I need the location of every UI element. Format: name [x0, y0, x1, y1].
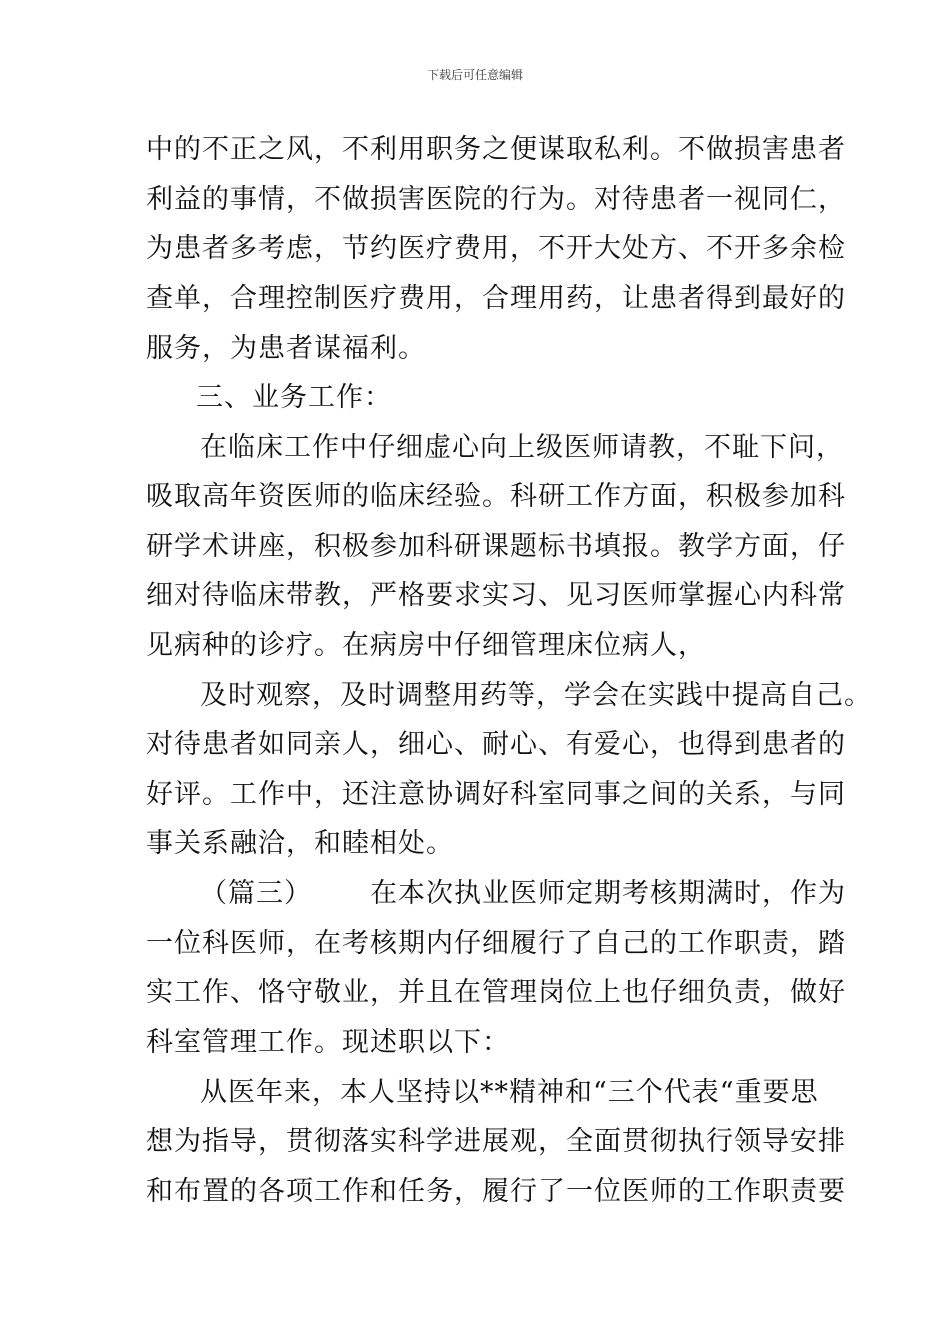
section-heading: 三、业务工作：: [196, 382, 392, 413]
text-line: 对待患者如同亲人，细心、耐心、有爱心，也得到患者的: [146, 729, 846, 760]
text-line: 和布置的各项工作和任务，履行了一位医师的工作职责要: [146, 1176, 846, 1207]
text-line: 科室管理工作。现述职以下：: [146, 1027, 510, 1058]
text-line: 及时观察，及时调整用药等，学会在实践中提高自己。: [200, 680, 872, 711]
text-line: 见病种的诊疗。在病房中仔细管理床位病人，: [146, 630, 706, 661]
text-line: 想为指导，贯彻落实科学进展观，全面贯彻执行领导安排: [146, 1126, 846, 1157]
text-line: 实工作、恪守敬业，并且在管理岗位上也仔细负责，做好: [146, 977, 846, 1008]
text-line: 查单，合理控制医疗费用，合理用药，让患者得到最好的: [146, 283, 846, 314]
text-line: 从医年来，本人坚持以**精神和“三个代表“重要思: [200, 1077, 819, 1108]
page-header: 下载后可任意编辑: [426, 68, 523, 82]
text-line: 好评。工作中，还注意协调好科室同事之间的关系，与同: [146, 779, 846, 810]
section-label: （篇三）: [200, 878, 312, 909]
text-line: 服务，为患者谋福利。: [146, 333, 426, 364]
text-line: 事关系融洽，和睦相处。: [146, 828, 454, 859]
section-three-line: [200, 878, 846, 910]
text-line: 中的不正之风，不利用职务之便谋取私利。不做损害患者: [146, 134, 846, 165]
text-line: 研学术讲座，积极参加科研课题标书填报。教学方面，仔: [146, 531, 846, 562]
text-line: 细对待临床带教，严格要求实习、见习医师掌握心内科常: [146, 580, 846, 611]
text-line: 利益的事情，不做损害医院的行为。对待患者一视同仁，: [146, 184, 846, 215]
text-line: 一位科医师，在考核期内仔细履行了自己的工作职责，踏: [146, 928, 846, 959]
section-text: 在本次执业医师定期考核期满时，作为: [370, 878, 846, 909]
text-line: 在临床工作中仔细虚心向上级医师请教，不耻下问，: [200, 432, 844, 463]
text-line: 吸取高年资医师的临床经验。科研工作方面，积极参加科: [146, 481, 846, 512]
text-line: 为患者多考虑，节约医疗费用，不开大处方、不开多余检: [146, 233, 846, 264]
